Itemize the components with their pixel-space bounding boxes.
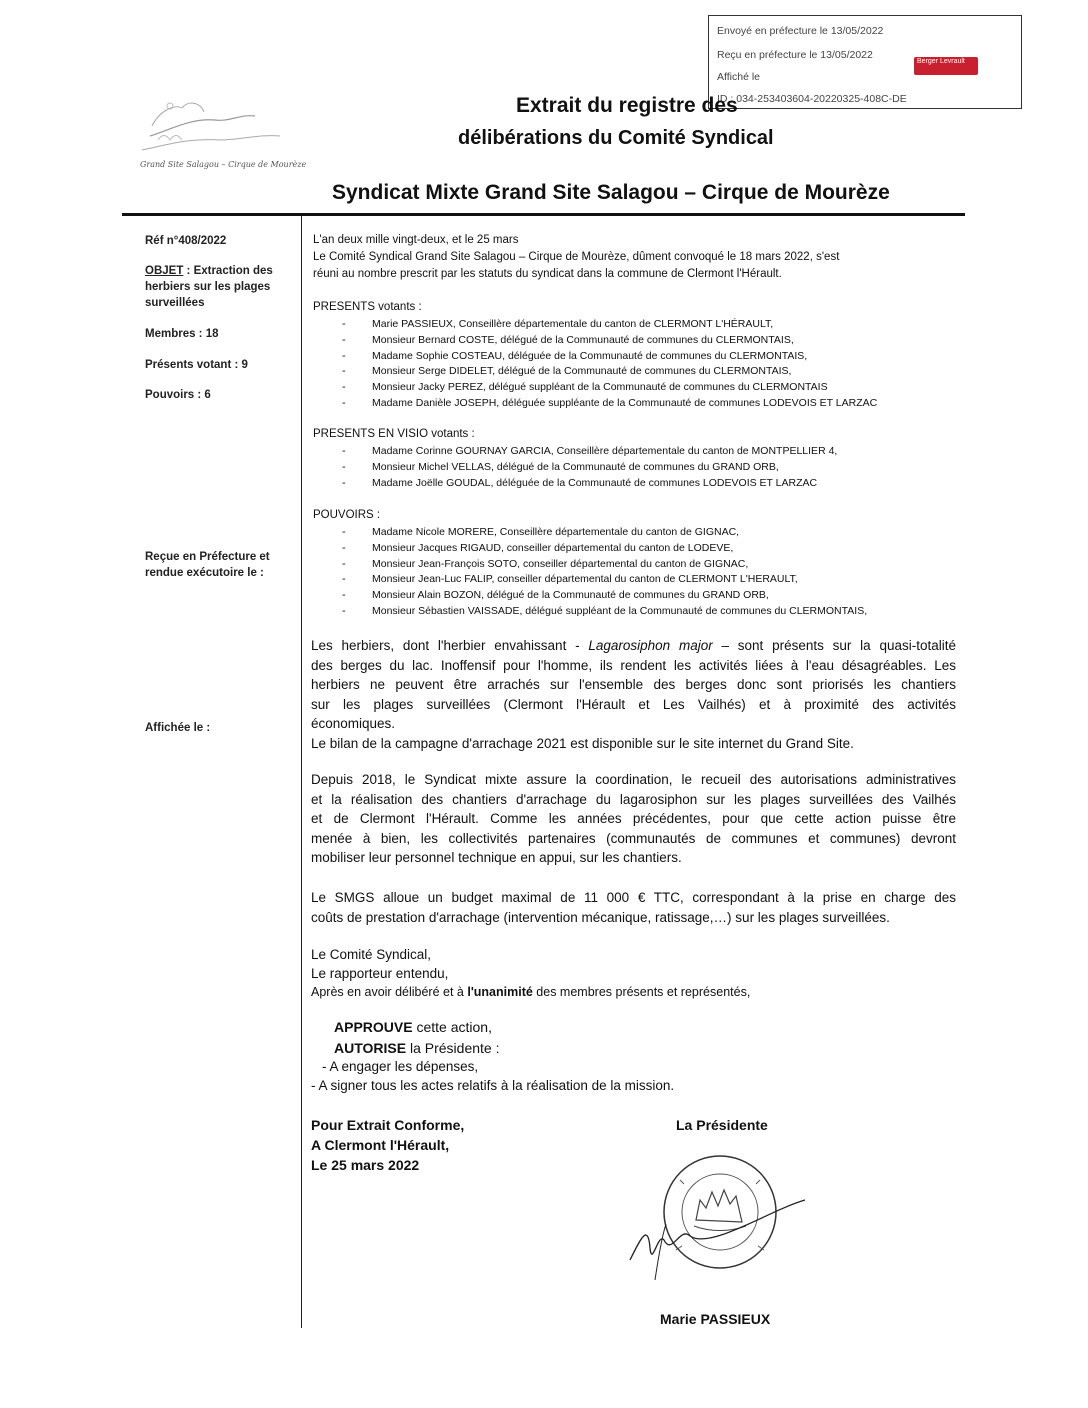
signature-line1: Pour Extrait Conforme, — [311, 1117, 465, 1133]
list-bullet: - — [342, 365, 346, 378]
para1-line6: Le bilan de la campagne d'arrachage 2021 est disponible sur le site internet du Grand Site. — [311, 735, 854, 751]
approve-keyword: APPROUVE — [334, 1019, 413, 1035]
column-divider — [301, 216, 302, 1328]
member-entry: Monsieur Michel VELLAS, délégué de la Communauté de communes du GRAND ORB, — [372, 460, 779, 473]
conclusion-line2: Le rapporteur entendu, — [311, 966, 449, 981]
list-bullet: - — [342, 605, 346, 617]
presents-heading: PRESENTS votants : — [313, 301, 422, 313]
title-syndicat: Syndicat Mixte Grand Site Salagou – Cirque de Mourèze — [332, 181, 890, 204]
para1-line2: des berges du lac. Inoffensif pour l'homme, ils rendent les activités liées à l'eau désagréables. Les — [311, 657, 956, 673]
member-entry: Madame Danièle JOSEPH, déléguée suppléante de la Communauté de communes LODEVOIS ET LARZAC — [372, 397, 878, 409]
received-line2: rendue exécutoire le : — [145, 567, 264, 579]
president-title: La Présidente — [676, 1117, 768, 1133]
paragraph-coordination — [311, 770, 956, 868]
para3-line2: coûts de prestation d'arrachage (intervention mécanique, ratissage,…) sur les plages surveillées. — [311, 909, 890, 925]
decision-item-expenses: - A engager les dépenses, — [322, 1059, 479, 1074]
visio-heading: PRESENTS EN VISIO votants : — [313, 428, 475, 440]
member-entry: Monsieur Serge DIDELET, délégué de la Communauté de communes du CLERMONTAIS, — [372, 365, 792, 378]
authorize-keyword: AUTORISE — [334, 1040, 407, 1056]
list-bullet: - — [342, 460, 346, 473]
title-extract: Extrait du registre des — [516, 94, 738, 117]
received-label — [145, 549, 270, 581]
para1-line4: sur les plages surveillées (Clermont l'Hérault et Les Vailhés) et à proximité des activités — [311, 696, 956, 712]
stamp-received-date: Reçu en préfecture le 13/05/2022 — [717, 49, 873, 61]
list-bullet: - — [342, 589, 346, 602]
member-entry: Monsieur Bernard COSTE, délégué de la Communauté de communes du CLERMONTAIS, — [372, 333, 794, 346]
para2-line1: Depuis 2018, le Syndicat mixte assure la coordination, le recueil des autorisations administratives — [311, 772, 956, 787]
member-entry: Marie PASSIEUX, Conseillère départementale du canton de CLERMONT L'HÉRAULT, — [372, 318, 774, 330]
signature-date: Le 25 mars 2022 — [311, 1157, 420, 1173]
berger-levrault-logo: Berger Levrault — [914, 57, 978, 75]
president-name: Marie PASSIEUX — [660, 1311, 771, 1327]
header-rule — [122, 213, 965, 216]
list-bullet: - — [342, 476, 346, 489]
species-name: Lagarosiphon major — [588, 638, 713, 653]
member-entry: Madame Joëlle GOUDAL, déléguée de la Communauté de communes LODEVOIS ET LARZAC — [372, 476, 818, 489]
proxies-heading: POUVOIRS : — [313, 509, 381, 521]
signature-line2: A Clermont l'Hérault, — [311, 1137, 450, 1153]
objet-text: : Extraction des — [183, 265, 273, 277]
title-deliberations: délibérations du Comité Syndical — [458, 127, 774, 149]
intro-line2: Le Comité Syndical Grand Site Salagou – Cirque de Mourèze, dûment convoqué le 18 mars 2022, s'est — [313, 251, 840, 263]
stamp-posted: Affiché le — [717, 71, 760, 83]
member-entry: Madame Corinne GOURNAY GARCIA, Conseillère départementale du canton de MONTPELLIER 4, — [372, 445, 838, 457]
list-bullet: - — [342, 526, 346, 538]
prefecture-stamp — [708, 15, 1022, 109]
intro-line3: réuni au nombre prescrit par les statuts du syndicat dans la commune de Clermont l'Hérault. — [313, 268, 782, 280]
intro-date: L'an deux mille vingt-deux, et le 25 mars — [313, 234, 519, 246]
list-bullet: - — [342, 557, 346, 570]
decision-item-sign: - A signer tous les actes relatifs à la réalisation de la mission. — [311, 1078, 675, 1093]
member-entry: Monsieur Alain BOZON, délégué de la Communauté de communes du GRAND ORB, — [372, 589, 769, 602]
list-bullet: - — [342, 333, 346, 346]
conclusion-line1: Le Comité Syndical, — [311, 947, 432, 962]
para1-line3: herbiers ne peuvent être arrachés sur l'ensemble des berges donc sont priorisés les chantiers — [311, 677, 956, 692]
decision-approve: APPROUVE cette action, — [334, 1019, 492, 1035]
stamp-sent-date: Envoyé en préfecture le 13/05/2022 — [717, 25, 884, 37]
para1-line1: Les herbiers, dont l'herbier envahissant - Lagarosiphon major – sont présents sur la quasi-totalité — [311, 638, 956, 653]
member-entry: Monsieur Jean-Luc FALIP, conseiller départemental du canton de CLERMONT L'HERAULT, — [372, 573, 798, 586]
stamp-id: ID : 034-253403604-20220325-408C-DE — [717, 93, 907, 105]
para1-line5: économiques. — [311, 716, 396, 731]
member-entry: Madame Sophie COSTEAU, déléguée de la Communauté de communes du CLERMONTAIS, — [372, 349, 808, 362]
official-seal — [620, 1140, 820, 1310]
list-bullet: - — [342, 381, 346, 394]
para2-line3: et de Clermont l'Hérault. Comme les années précédentes, pour que cette action puisse être — [311, 811, 956, 826]
logo-caption: Grand Site Salagou – Cirque de Mourèze — [140, 160, 307, 169]
member-entry: Madame Nicole MORERE, Conseillère départementale du canton de GIGNAC, — [372, 526, 740, 538]
list-bullet: - — [342, 573, 346, 586]
unanimity: l'unanimité — [467, 985, 533, 999]
present-count: Présents votant : 9 — [145, 359, 248, 371]
list-bullet: - — [342, 541, 346, 554]
conclusion — [311, 945, 956, 1002]
list-bullet: - — [342, 349, 346, 362]
list-bullet: - — [342, 397, 346, 409]
objet-label: OBJET — [145, 265, 184, 277]
member-entry: Monsieur Jacques RIGAUD, conseiller départemental du canton de LODEVE, — [372, 541, 734, 554]
para2-line5: mobiliser leur personnel technique en appui, sur les chantiers. — [311, 850, 682, 865]
list-bullet: - — [342, 318, 346, 330]
reference-number: Réf n°408/2022 — [145, 235, 227, 247]
list-bullet: - — [342, 445, 346, 457]
paragraph-herbiers — [311, 636, 956, 753]
member-entry: Monsieur Jean-François SOTO, conseiller départemental du canton de GIGNAC, — [372, 557, 749, 570]
paragraph-budget — [311, 888, 956, 927]
member-entry: Monsieur Jacky PEREZ, délégué suppléant de la Communauté de communes du CLERMONTAIS — [372, 381, 828, 394]
decision-authorize: AUTORISE la Présidente : — [334, 1040, 500, 1056]
posted-label: Affichée le : — [145, 722, 211, 734]
proxy-count: Pouvoirs : 6 — [145, 389, 211, 401]
para2-line2: et la réalisation des chantiers d'arrachage du lagarosiphon sur les plages surveillées des Vailhés — [311, 791, 956, 807]
objet-line2: herbiers sur les plages — [145, 281, 271, 293]
para2-line4: menée à bien, les collectivités partenaires (communautés de communes et communes) devront — [311, 830, 956, 846]
objet-line3: surveillées — [145, 297, 205, 309]
received-line1: Reçue en Préfecture et — [145, 551, 270, 563]
members-count: Membres : 18 — [145, 328, 219, 340]
member-entry: Monsieur Sébastien VAISSADE, délégué suppléant de la Communauté de communes du CLERMONTAIS, — [372, 605, 868, 617]
objet-block — [145, 263, 273, 311]
para3-line1: Le SMGS alloue un budget maximal de 11 000 € TTC, correspondant à la prise en charge des — [311, 890, 956, 905]
conclusion-line3: Après en avoir délibéré et à l'unanimité des membres présents et représentés, — [311, 985, 751, 999]
